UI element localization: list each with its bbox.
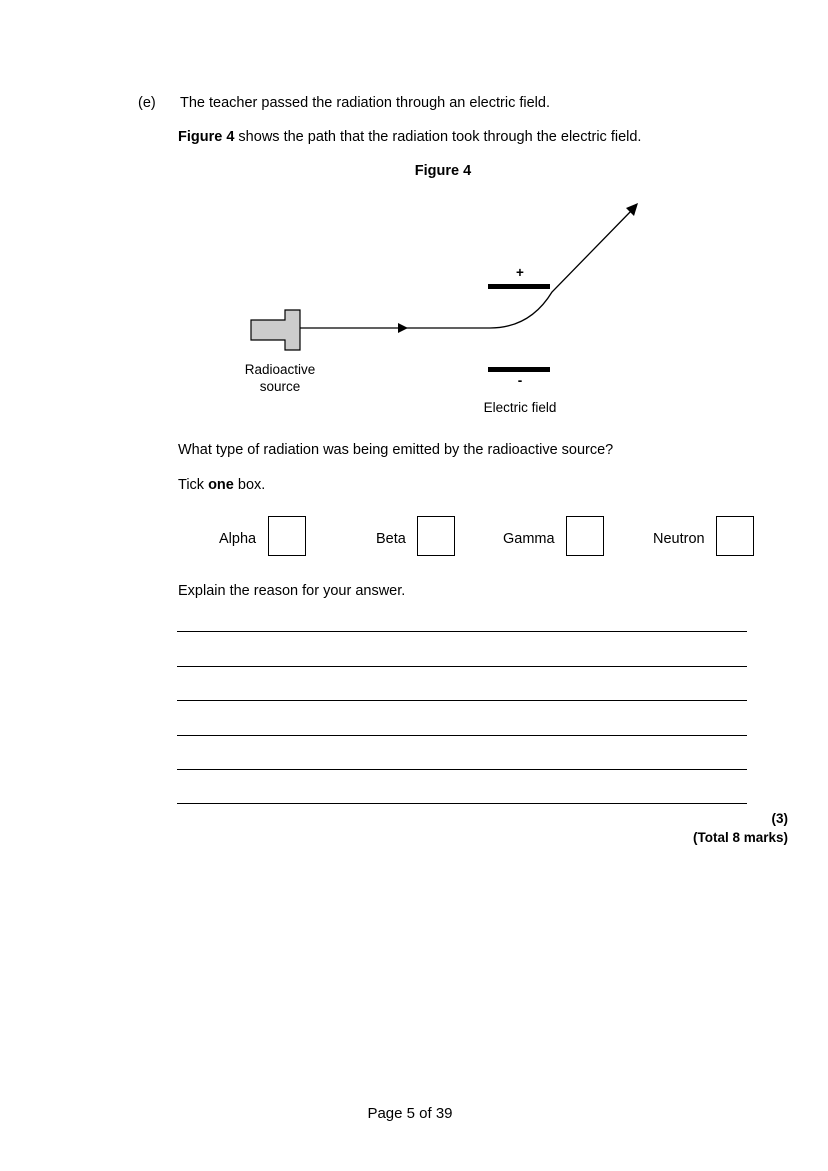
source-label-line2: source [259, 379, 301, 394]
question-part-label: (e) [138, 95, 156, 111]
page-number: Page 5 of 39 [367, 1105, 453, 1122]
positive-plate-label: + [516, 265, 524, 280]
source-label [225, 361, 335, 395]
answer-line[interactable] [177, 803, 747, 804]
option-label-alpha: Alpha [219, 531, 257, 547]
answer-line[interactable] [177, 769, 747, 770]
path-arrowhead-middle [398, 323, 408, 333]
figure-title: Figure 4 [414, 163, 472, 179]
question-intro: The teacher passed the radiation through an electric field. [180, 95, 550, 111]
positive-plate [488, 284, 550, 289]
option-label-gamma: Gamma [503, 531, 555, 547]
option-label-neutron: Neutron [653, 531, 705, 547]
figure-reference-text: shows the path that the radiation took through the electric field. [234, 129, 642, 145]
electric-field-diagram [0, 0, 828, 440]
tickbox-gamma[interactable] [566, 516, 604, 556]
radioactive-source-shape [251, 310, 300, 350]
source-label-line1: Radioactive [244, 362, 316, 377]
answer-line[interactable] [177, 735, 747, 736]
tickbox-beta[interactable] [417, 516, 455, 556]
tickbox-neutron[interactable] [716, 516, 754, 556]
explain-prompt: Explain the reason for your answer. [178, 583, 406, 599]
tick-instruction: Tick one box. [178, 477, 266, 493]
negative-plate-label: - [517, 373, 523, 388]
answer-line[interactable] [177, 700, 747, 701]
option-label-beta: Beta [376, 531, 406, 547]
answer-line[interactable] [177, 631, 747, 632]
tickbox-alpha[interactable] [268, 516, 306, 556]
tick-instruction-bold: one [208, 477, 234, 493]
figure-reference-bold: Figure 4 [178, 129, 235, 145]
question-prompt: What type of radiation was being emitted by the radioactive source? [178, 442, 614, 458]
question-marks: (3) [771, 811, 788, 826]
total-marks: (Total 8 marks) [692, 830, 788, 845]
electric-field-label: Electric field [483, 400, 557, 415]
answer-line[interactable] [177, 666, 747, 667]
